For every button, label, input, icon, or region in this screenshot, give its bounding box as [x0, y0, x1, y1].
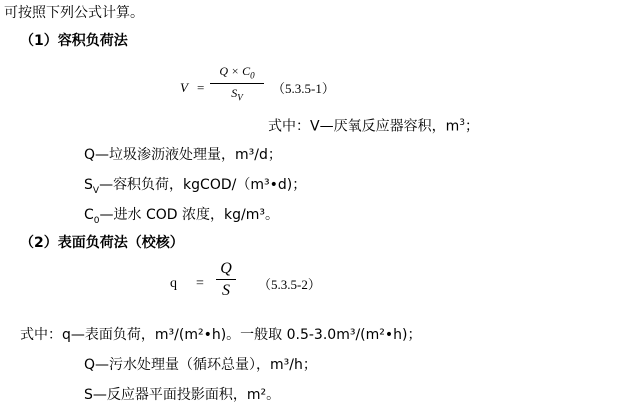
def-s: S—反应器平面投影面积，m²。: [84, 387, 281, 403]
formula2-numerator: Q: [220, 260, 232, 277]
fraction-bar: [216, 279, 236, 280]
intro-text: 可按照下列公式计算。: [4, 5, 144, 21]
formula1-lhs: V: [180, 80, 188, 95]
formula2-denominator: S: [222, 282, 230, 299]
formula2-equals: =: [196, 276, 204, 291]
def-sv: $S_V—$容积负荷，kgCOD/（m³•d)；: [84, 177, 307, 196]
formula1-denominator: $S_V$: [231, 86, 243, 103]
formula1-equals: =: [197, 80, 205, 95]
def-q: Q—垃圾渗沥液处理量，m³/d；: [84, 147, 282, 163]
formula1-fraction: [210, 64, 264, 105]
section1-where: 式中：V—厌氧反应器容积，$m^3$；: [268, 118, 479, 135]
formula2-lhs: q: [170, 276, 177, 291]
formula2-fraction: [216, 260, 236, 300]
formula2-number: （5.3.5-2）: [258, 277, 321, 292]
def-q2: Q—污水处理量（循环总量），m³/h；: [84, 357, 317, 373]
formula1-number: （5.3.5-1）: [272, 81, 335, 96]
formula1-numerator: $Q \times C_0$: [219, 64, 255, 81]
section1-heading: （1）容积负荷法: [20, 33, 128, 49]
fraction-bar: [210, 83, 264, 84]
section2-where: 式中：q—表面负荷，m³/(m²•h)。一般取 0.5-3.0m³/(m²•h)；: [20, 327, 422, 343]
section2-heading: （2）表面负荷法（校核）: [20, 235, 184, 251]
def-c0: $C_0—$进水 COD 浓度，kg/m³。: [84, 207, 279, 226]
